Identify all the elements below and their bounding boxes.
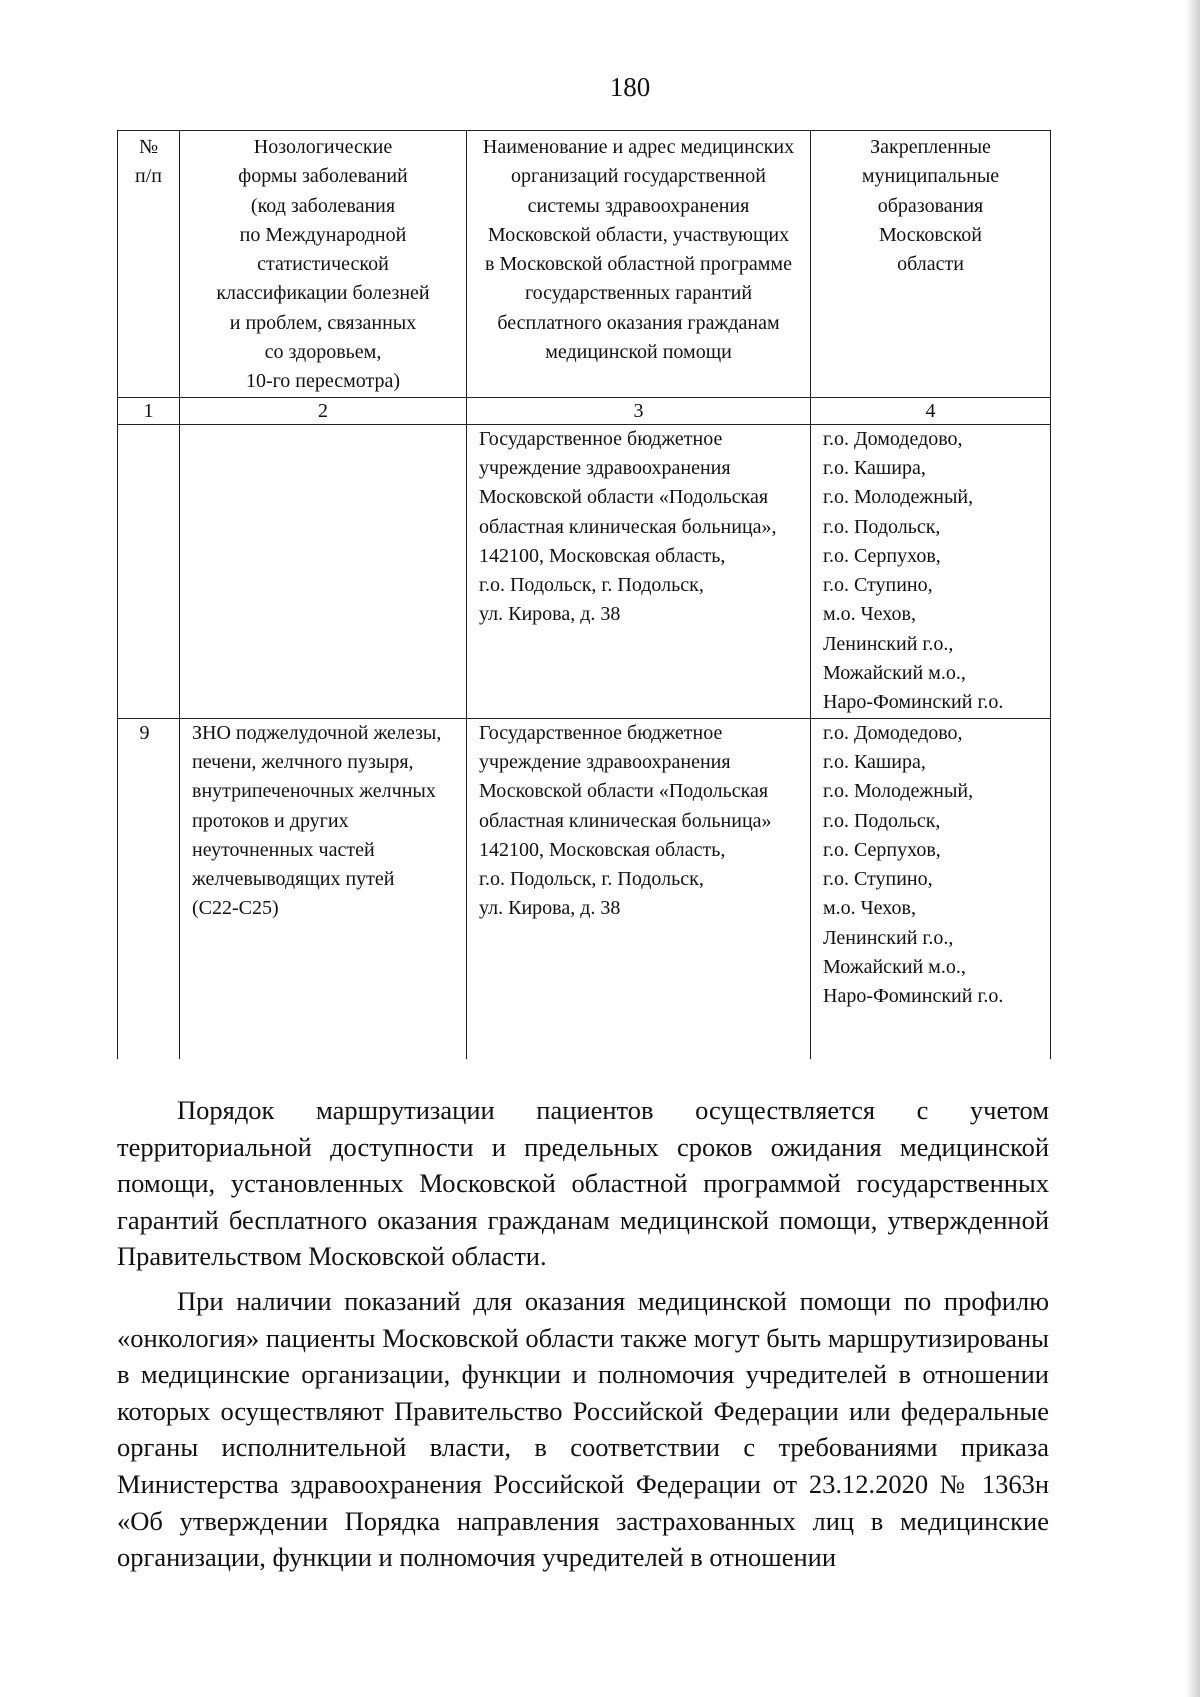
routing-table	[117, 130, 1051, 1059]
column-number: 2	[180, 397, 467, 424]
body-text-1	[117, 1092, 1049, 1288]
column-number: 1	[118, 397, 180, 424]
cell-disease: ЗНО поджелудочной железы, печени, желчного пузыря, внутрипеченочных желчных протоков и других неуточненных частей желчевыводящих путей (С22-С25)	[180, 718, 467, 1059]
table-row-continuation	[118, 424, 1051, 718]
table-header-row	[118, 131, 1051, 398]
cell-number: 9	[118, 718, 180, 1059]
column-number-row	[118, 397, 1051, 424]
cell-municipalities: г.о. Домодедово, г.о. Кашира, г.о. Молодежный, г.о. Подольск, г.о. Серпухов, г.о. Ступино, м.о. Чехов, Ленинский г.о., Можайский м.о., Наро-Фоминский г.о.	[811, 424, 1051, 718]
column-number: 4	[811, 397, 1051, 424]
column-number: 3	[467, 397, 811, 424]
cell-organization: Государственное бюджетное учреждение здравоохранения Московской области «Подольская областная клиническая больница», 142100, Московская область, г.о. Подольск, г. Подольск, ул. Кирова, д. 38	[467, 424, 811, 718]
paragraph: Порядок маршрутизации пациентов осуществляется с учетом территориальной доступности и предельных сроков ожидания медицинской помощи, установленных Московской областной программой государственных гарантий бесплатного оказания гражданам медицинской помощи, утвержденной Правительством Московской области.	[117, 1095, 1049, 1272]
cell-number	[118, 424, 180, 718]
scan-edge	[1186, 0, 1200, 1697]
header-cell-disease: Нозологические формы заболеваний (код заболевания по Международной статистической классификации болезней и проблем, связанных со здоровьем, 10-го пересмотра)	[180, 131, 467, 398]
body-text-2	[117, 1283, 1049, 1589]
cell-disease	[180, 424, 467, 718]
paragraph: При наличии показаний для оказания медицинской помощи по профилю «онкология» пациенты Московской области также могут быть маршрутизированы в медицинские организации, функции и полномочия учредителей в отношении которых осуществляют Правительство Российской Федерации или федеральные органы исполнительной власти, в соответствии с требованиями приказа Министерства здравоохранения Российской Федерации от 23.12.2020 № 1363н «Об утверждении Порядка направления застрахованных лиц в медицинские организации, функции и полномочия учредителей в отношении	[117, 1286, 1049, 1573]
cell-organization: Государственное бюджетное учреждение здравоохранения Московской области «Подольская областная клиническая больница» 142100, Московская область, г.о. Подольск, г. Подольск, ул. Кирова, д. 38	[467, 718, 811, 1059]
header-cell-organization: Наименование и адрес медицинских организаций государственной системы здравоохранения Московской области, участвующих в Московской областной программе государственных гарантий бесплатного оказания гражданам медицинской помощи	[467, 131, 811, 398]
page-number: 180	[609, 72, 651, 102]
table-row-9	[118, 718, 1051, 1059]
header-cell-municipalities: Закрепленные муниципальные образования Московской области	[811, 131, 1051, 398]
cell-municipalities: г.о. Домодедово, г.о. Кашира, г.о. Молодежный, г.о. Подольск, г.о. Серпухов, г.о. Ступино, м.о. Чехов, Ленинский г.о., Можайский м.о., Наро-Фоминский г.о.	[811, 718, 1051, 1059]
header-cell-number: № п/п	[118, 131, 180, 398]
